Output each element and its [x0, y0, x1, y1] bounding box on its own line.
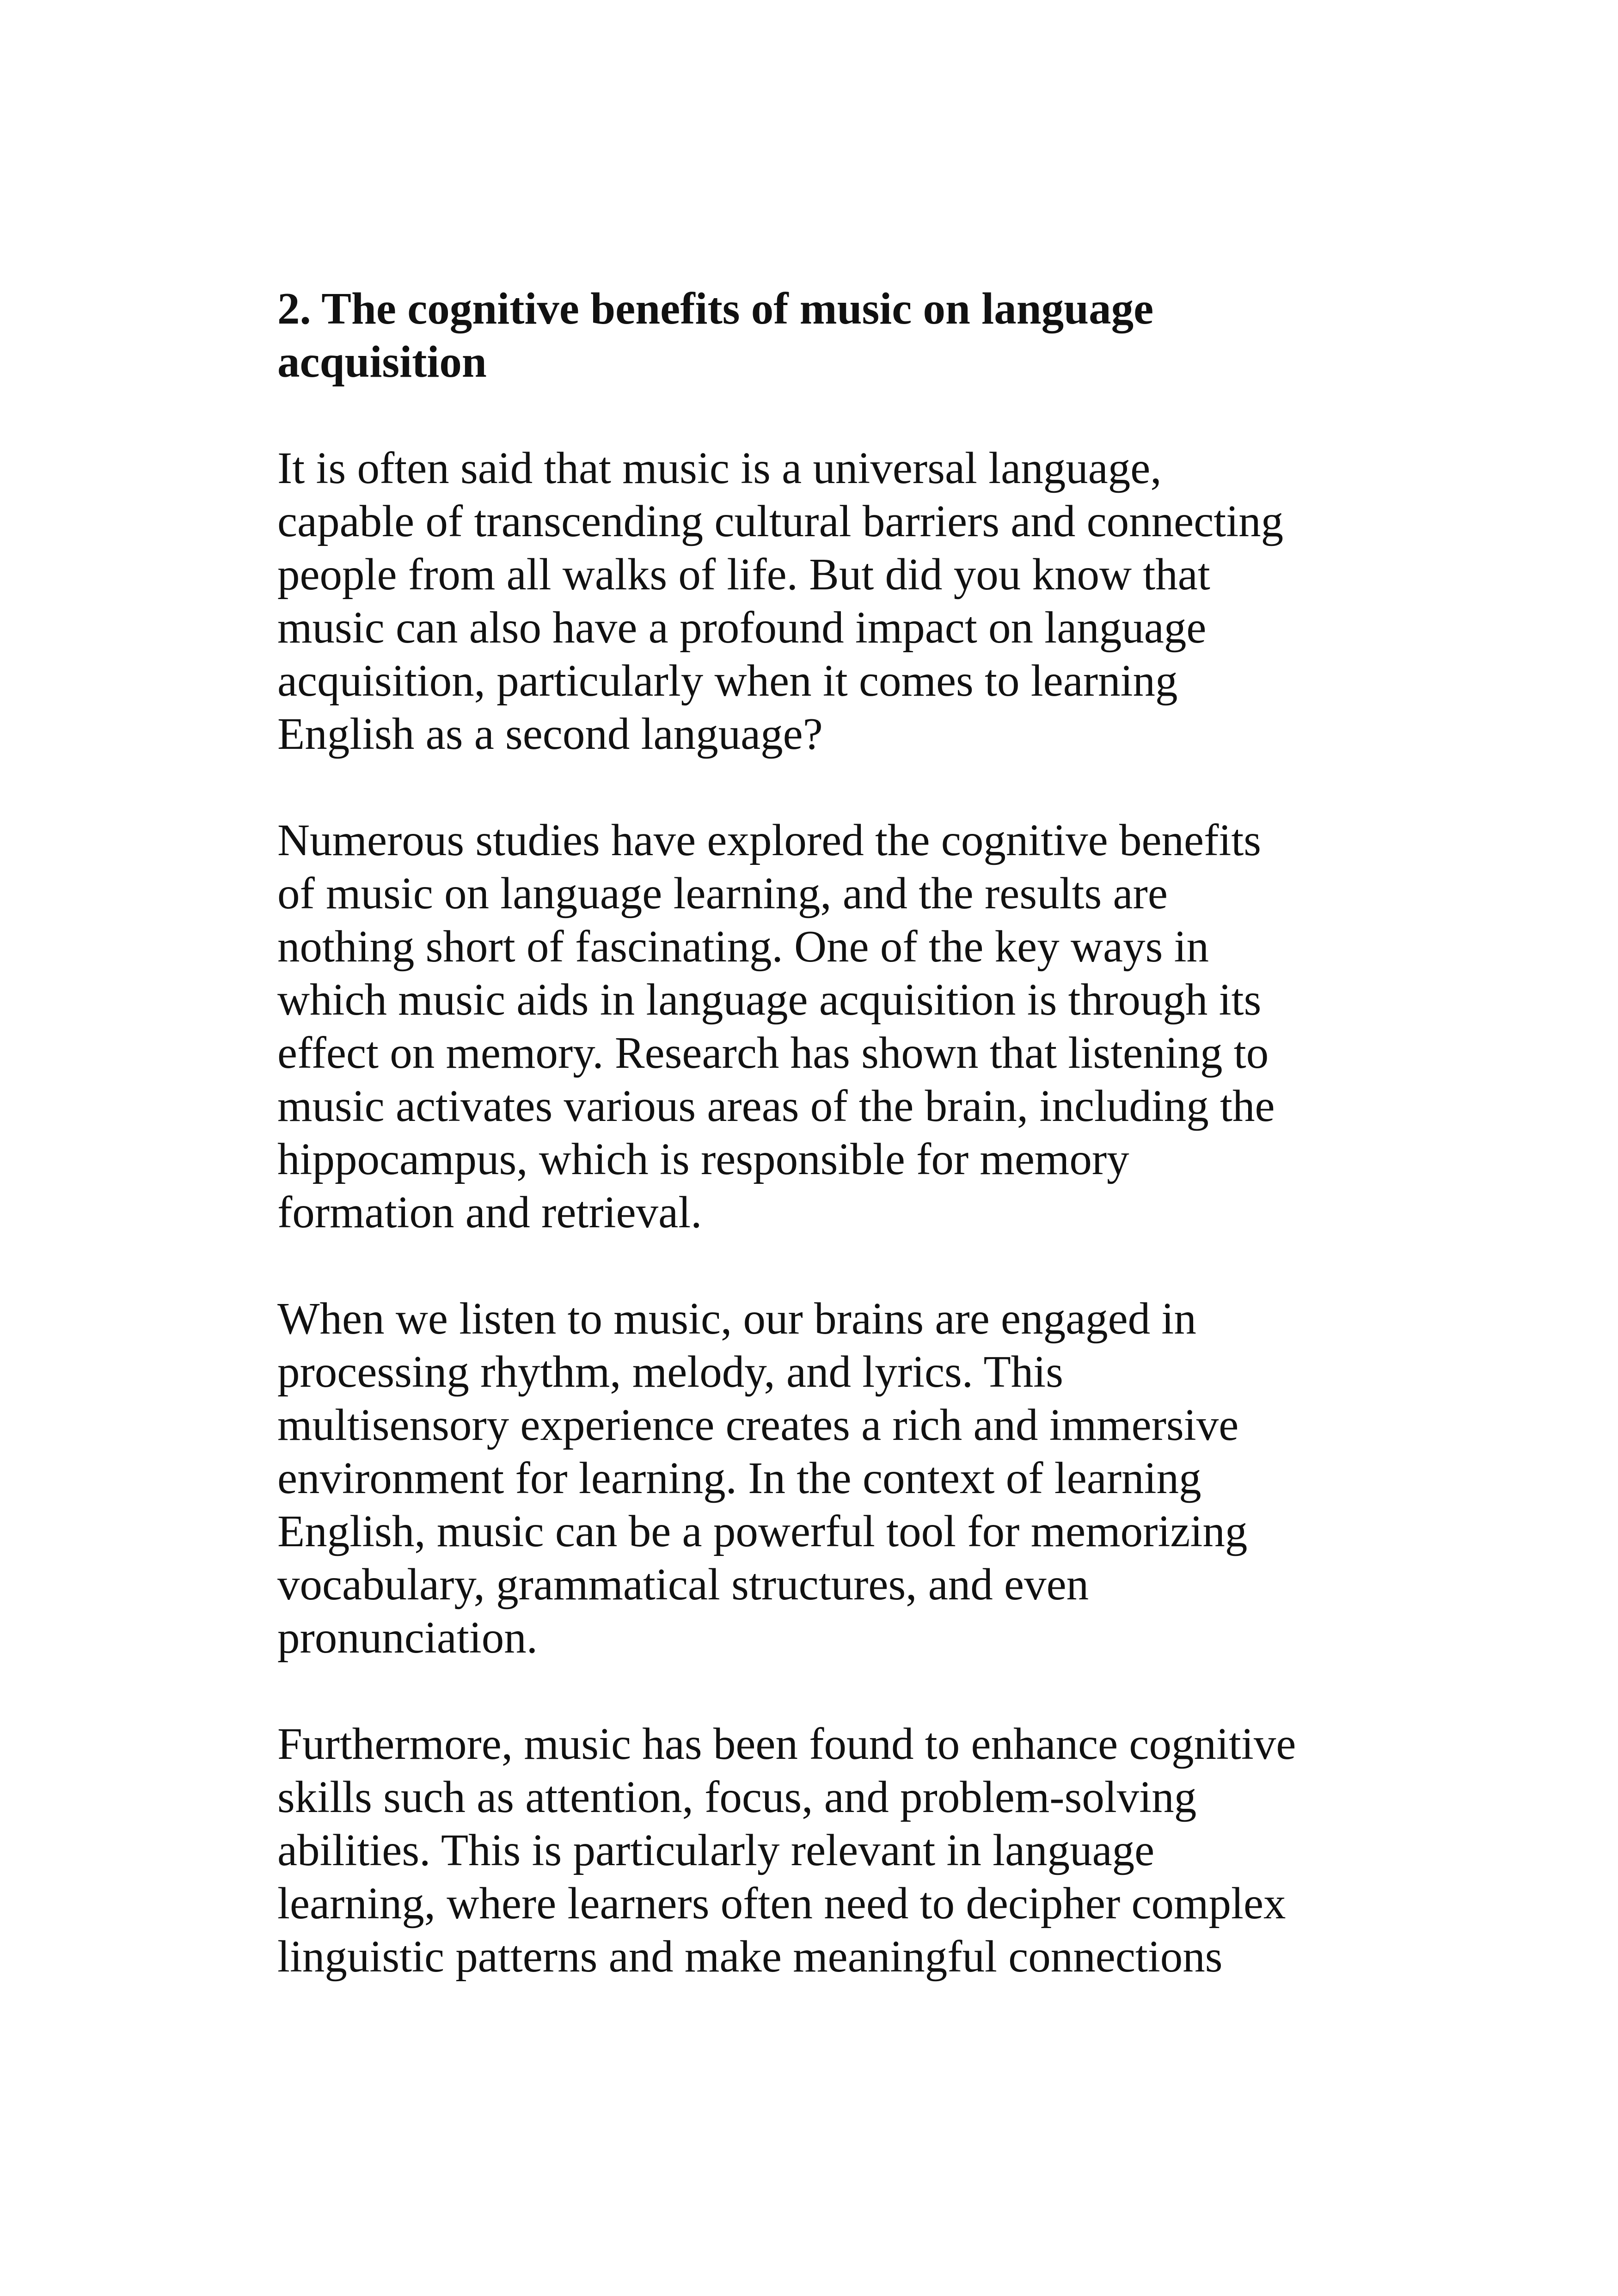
paragraph-1: [277, 441, 1364, 760]
text-line: Numerous studies have explored the cognitive benefits: [277, 815, 1262, 865]
text-line: vocabulary, grammatical structures, and even: [277, 1560, 1089, 1609]
text-line: people from all walks of life. But did you know that: [277, 550, 1210, 599]
text-line: linguistic patterns and make meaningful connections: [277, 1932, 1223, 1981]
section-heading: [277, 282, 1364, 388]
text-line: music can also have a profound impact on language: [277, 603, 1207, 652]
paragraph-gap: [277, 760, 1364, 814]
text-line: environment for learning. In the context of learning: [277, 1453, 1201, 1503]
heading-line: acquisition: [277, 337, 487, 386]
text-line: skills such as attention, focus, and problem-solving: [277, 1772, 1197, 1822]
text-line: It is often said that music is a universal language,: [277, 443, 1162, 493]
text-line: capable of transcending cultural barriers and connecting: [277, 496, 1284, 546]
text-line: formation and retrieval.: [277, 1188, 702, 1237]
document-body: [277, 282, 1364, 1983]
text-line: When we listen to music, our brains are engaged in: [277, 1294, 1196, 1343]
text-line: multisensory experience creates a rich and immersive: [277, 1400, 1239, 1450]
text-line: abilities. This is particularly relevant in language: [277, 1825, 1155, 1875]
paragraph-3: [277, 1292, 1364, 1664]
text-line: nothing short of fascinating. One of the key ways in: [277, 922, 1209, 971]
paragraph-2: [277, 814, 1364, 1239]
paragraph-gap: [277, 1664, 1364, 1717]
paragraph-4: [277, 1717, 1364, 1983]
text-line: pronunciation.: [277, 1613, 538, 1662]
text-line: acquisition, particularly when it comes to learning: [277, 656, 1178, 705]
heading-line: 2. The cognitive benefits of music on language: [277, 284, 1154, 333]
text-line: English, music can be a powerful tool for memorizing: [277, 1506, 1248, 1556]
paragraph-gap: [277, 388, 1364, 441]
text-line: processing rhythm, melody, and lyrics. This: [277, 1347, 1063, 1396]
text-line: music activates various areas of the brain, including the: [277, 1081, 1275, 1131]
text-line: hippocampus, which is responsible for memory: [277, 1134, 1129, 1184]
text-line: which music aids in language acquisition is through its: [277, 975, 1262, 1024]
text-line: English as a second language?: [277, 709, 823, 759]
text-line: of music on language learning, and the results are: [277, 869, 1168, 918]
paragraph-gap: [277, 1239, 1364, 1292]
text-line: learning, where learners often need to decipher complex: [277, 1879, 1286, 1928]
text-line: Furthermore, music has been found to enhance cognitive: [277, 1719, 1296, 1769]
text-line: effect on memory. Research has shown that listening to: [277, 1028, 1269, 1078]
